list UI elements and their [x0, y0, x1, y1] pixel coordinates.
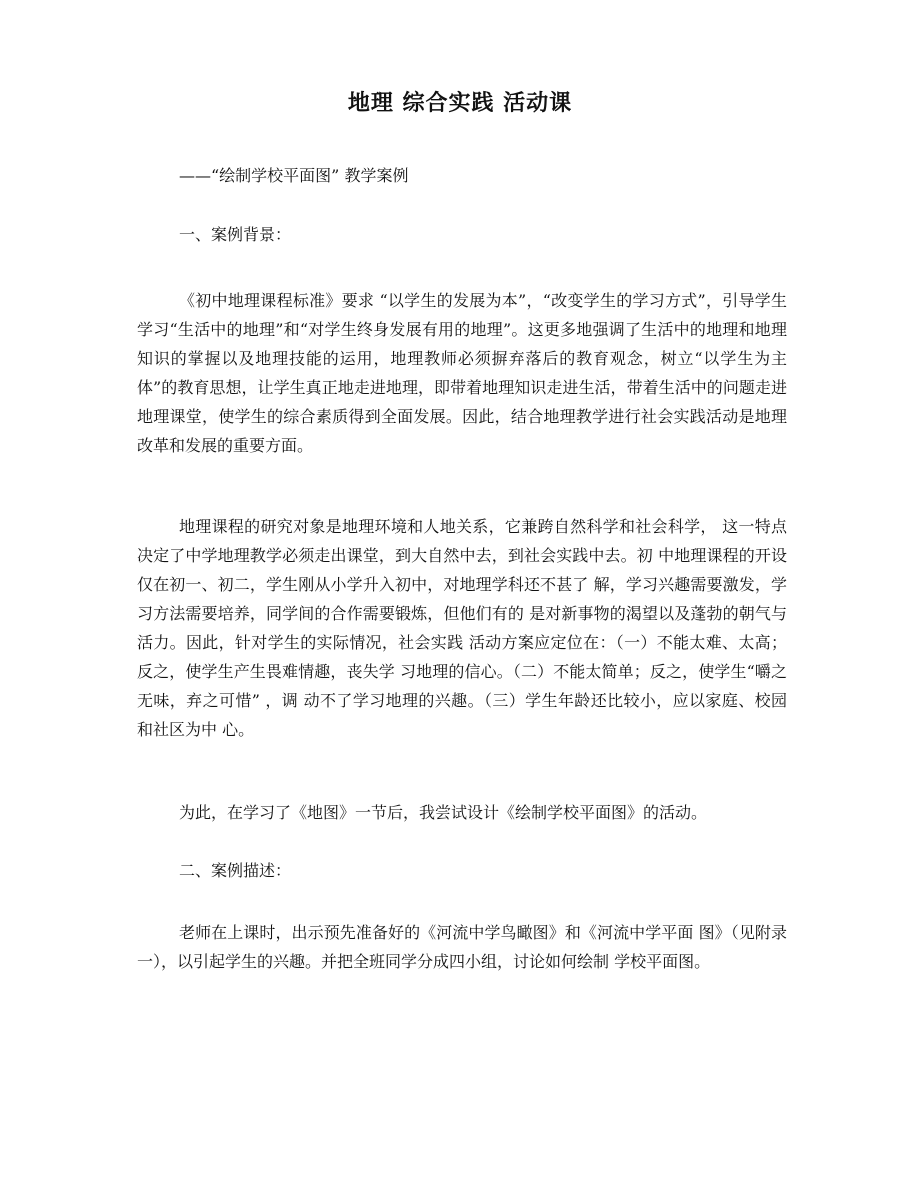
document-subtitle: ——“绘制学校平面图” 教学案例 — [179, 166, 409, 185]
paragraph-background-2: 地理课程的研究对象是地理环境和人地关系，它兼跨自然科学和社会科学， 这一特点决定了中学地理教学必须走出课堂，到大自然中去，到社会实践中去。初 中地理课程的开设仅在初一、初二，学生刚从小学升入初中，对地理学科还不甚了 解，学习兴趣需要激发，学习方法需要培养，同学间的合作需要锻炼，但他们有的 是对新事物的渴望以及蓬勃的朝气与活力。因此，针对学生的实际情况，社会实践 活动方案应定位在：（一）不能太难、太高；反之，使学生产生畏难情趣，丧失学 习地理的信心。（二）不能太简单；反之，使学生“嚼之无味，弃之可惜” ，调 动不了学习地理的兴趣。（三）学生年龄还比较小，应以家庭、校园和社区为中 心。 — [137, 517, 787, 739]
paragraph-activity-intro: 为此，在学习了《地图》一节后，我尝试设计《绘制学校平面图》的活动。 — [179, 803, 708, 822]
section-heading-background: 一、案例背景： — [179, 225, 292, 244]
paragraph-description-1: 老师在上课时，出示预先准备好的《河流中学鸟瞰图》和《河流中学平面 图》（见附录一），以引起学生的兴趣。并把全班同学分成四小组，讨论如何绘制 学校平面图。 — [137, 923, 787, 971]
document-title: 地理 综合实践 活动课 — [347, 91, 573, 116]
paragraph-background-1: 《初中地理课程标准》要求 “以学生的发展为本”，“改变学生的学习方式”，引导学生学习“生活中的地理”和“对学生终身发展有用的地理”。这更多地强调了生活中的地理和地理知识的掌握以及地理技能的运用，地理教师必须摒弃落后的教育观念，树立“以学生为主体”的教育思想，让学生真正地走进地理，即带着地理知识走进生活，带着生活中的问题走进地理课堂，使学生的综合素质得到全面发展。因此，结合地理教学进行社会实践活动是地理改革和发展的重要方面。 — [137, 291, 787, 455]
section-heading-description: 二、案例描述： — [179, 861, 292, 880]
